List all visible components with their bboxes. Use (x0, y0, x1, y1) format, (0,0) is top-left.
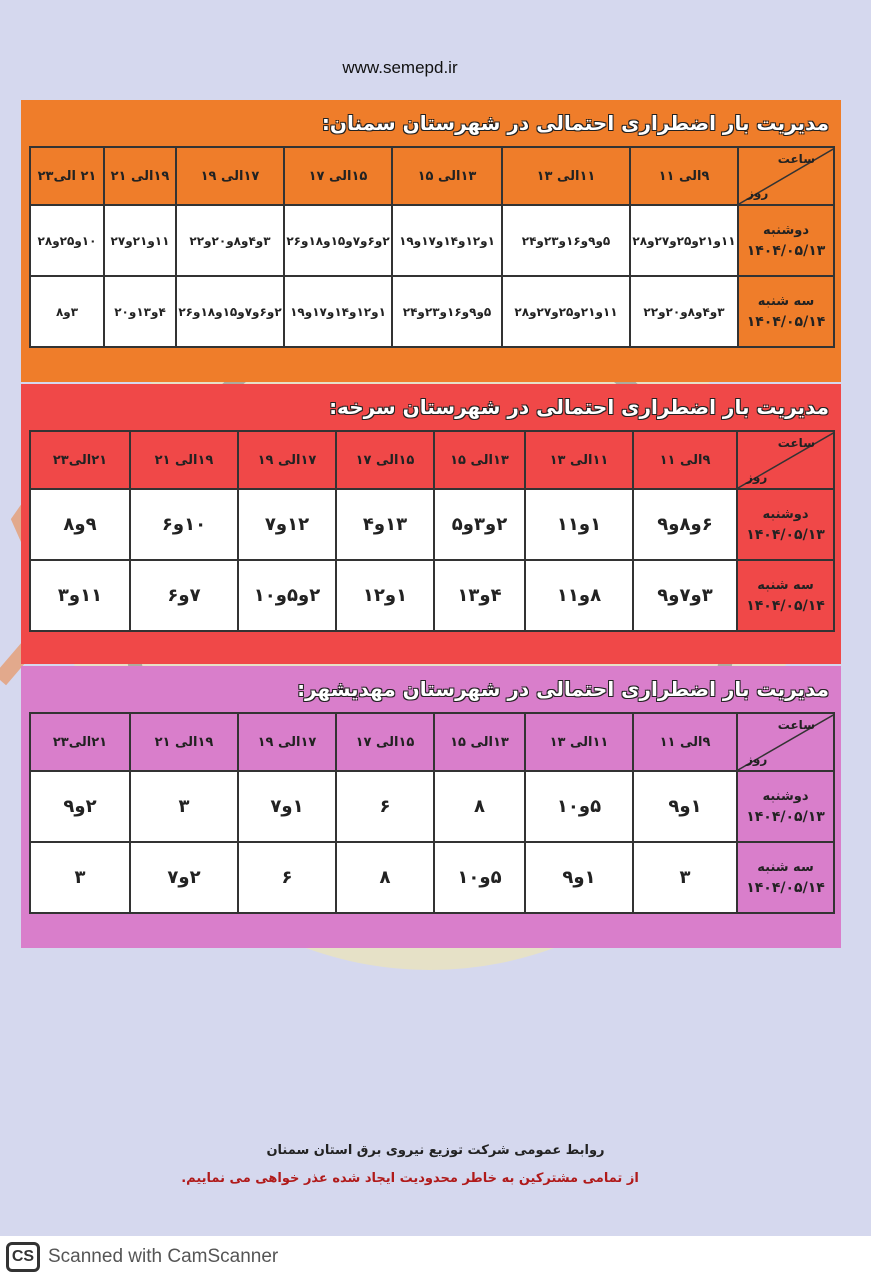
camscanner-logo-icon: CS (6, 1242, 40, 1272)
corner-day-label: روز (746, 470, 768, 484)
schedule-table (29, 712, 835, 914)
day-name: دوشنبه (762, 506, 809, 522)
feeder-cell: ۴و۱۳و۲۰ (104, 276, 176, 347)
feeder-cell: ۵و۹و۱۶و۲۳و۲۴ (502, 205, 630, 276)
schedule-table (29, 430, 835, 632)
feeder-cell: ۳ (30, 842, 130, 913)
header-row (30, 713, 834, 771)
hour-header: ۱۳الی ۱۵ (392, 147, 502, 205)
feeder-cell: ۷و۶ (130, 560, 238, 631)
feeder-cell: ۱۱و۳ (30, 560, 130, 631)
feeder-cell: ۸و۱۱ (525, 560, 633, 631)
day-cell (738, 276, 834, 347)
sorkheh-panel (21, 384, 841, 664)
table-row (30, 771, 834, 842)
hour-header: ۱۳الی ۱۵ (434, 713, 525, 771)
table-row (30, 560, 834, 631)
feeder-cell: ۵و۹و۱۶و۲۳و۲۴ (392, 276, 502, 347)
feeder-cell: ۳ (130, 771, 238, 842)
feeder-cell: ۲و۷ (130, 842, 238, 913)
feeder-cell: ۶ (336, 771, 434, 842)
schedule-table (29, 146, 835, 348)
hour-header: ۹الی ۱۱ (633, 713, 737, 771)
feeder-cell: ۱و۷ (238, 771, 336, 842)
hour-header: ۱۱الی ۱۳ (502, 147, 630, 205)
corner-day-label: روز (746, 752, 768, 766)
hour-header: ۱۵الی ۱۷ (336, 431, 434, 489)
feeder-cell: ۱و۱۲ (336, 560, 434, 631)
footer-apology: از تمامی مشترکین به خاطر محدودیت ایجاد شده عذر خواهی می نماییم. (181, 1171, 639, 1186)
day-date: ۱۴۰۴/۰۵/۱۳ (746, 526, 825, 543)
day-date: ۱۴۰۴/۰۵/۱۴ (746, 597, 825, 614)
feeder-cell: ۱و۱۲و۱۴و۱۷و۱۹ (284, 276, 392, 347)
day-name: دوشنبه (762, 788, 809, 804)
hour-header: ۱۱الی ۱۳ (525, 713, 633, 771)
day-name: سه شنبه (757, 577, 814, 593)
feeder-cell: ۶و۸و۹ (633, 489, 737, 560)
hour-header: ۲۱الی۲۳ (30, 713, 130, 771)
feeder-cell: ۱۰و۲۵و۲۸ (30, 205, 104, 276)
corner-cell (738, 147, 834, 205)
website-url: www.semepd.ir (342, 58, 458, 77)
feeder-cell: ۱و۱۱ (525, 489, 633, 560)
feeder-cell: ۱و۹ (525, 842, 633, 913)
hour-header: ۱۹الی ۲۱ (130, 431, 238, 489)
corner-cell (737, 713, 834, 771)
footer-publisher: روابط عمومی شرکت توزیع نیروی برق استان سمنان (266, 1143, 605, 1158)
feeder-cell: ۴و۱۳ (434, 560, 525, 631)
day-cell (737, 771, 834, 842)
day-cell (737, 489, 834, 560)
table-row (30, 205, 834, 276)
feeder-cell: ۶ (238, 842, 336, 913)
feeder-cell: ۳و۴و۸و۲۰و۲۲ (176, 205, 284, 276)
day-name: سه شنبه (757, 293, 815, 309)
day-date: ۱۴۰۴/۰۵/۱۴ (746, 879, 825, 896)
feeder-cell: ۲و۶و۷و۱۵و۱۸و۲۶ (284, 205, 392, 276)
corner-day-label: روز (747, 186, 769, 200)
hour-header: ۱۹الی ۲۱ (130, 713, 238, 771)
day-date: ۱۴۰۴/۰۵/۱۳ (746, 242, 826, 259)
feeder-cell: ۱و۱۲و۱۴و۱۷و۱۹ (392, 205, 502, 276)
hour-header: ۹الی ۱۱ (630, 147, 738, 205)
hour-header: ۱۷الی ۱۹ (238, 713, 336, 771)
hour-header: ۹الی ۱۱ (633, 431, 737, 489)
hour-header: ۱۷الی ۱۹ (238, 431, 336, 489)
feeder-cell: ۹و۸ (30, 489, 130, 560)
day-name: دوشنبه (762, 222, 810, 238)
day-cell (738, 205, 834, 276)
feeder-cell: ۱۱و۲۱و۲۷ (104, 205, 176, 276)
header-row (30, 147, 834, 205)
hour-header: ۱۹الی ۲۱ (104, 147, 176, 205)
feeder-cell: ۳و۷و۹ (633, 560, 737, 631)
feeder-cell: ۵و۱۰ (434, 842, 525, 913)
hour-header: ۱۵الی ۱۷ (336, 713, 434, 771)
feeder-cell: ۱۰و۶ (130, 489, 238, 560)
corner-hour-label: ساعت (777, 718, 815, 732)
feeder-cell: ۳و۴و۸و۲۰و۲۲ (630, 276, 738, 347)
feeder-cell: ۲و۳و۵ (434, 489, 525, 560)
table-row (30, 489, 834, 560)
hour-header: ۲۱ الی۲۳ (30, 147, 104, 205)
corner-hour-label: ساعت (777, 152, 815, 166)
semnan-panel (21, 100, 841, 382)
table-row (30, 276, 834, 347)
feeder-cell: ۱۱و۲۱و۲۵و۲۷و۲۸ (630, 205, 738, 276)
panel-title: مدیریت بار اضطراری احتمالی در شهرستان سرخه: (329, 395, 829, 419)
feeder-cell: ۲و۶و۷و۱۵و۱۸و۲۶ (176, 276, 284, 347)
hour-header: ۱۱الی ۱۳ (525, 431, 633, 489)
hour-header: ۱۳الی ۱۵ (434, 431, 525, 489)
feeder-cell: ۲و۵و۱۰ (238, 560, 336, 631)
feeder-cell: ۱۲و۷ (238, 489, 336, 560)
hour-header: ۲۱الی۲۳ (30, 431, 130, 489)
table-row (30, 842, 834, 913)
feeder-cell: ۱و۹ (633, 771, 737, 842)
day-cell (737, 560, 834, 631)
corner-hour-label: ساعت (777, 436, 815, 450)
hour-header: ۱۵الی ۱۷ (284, 147, 392, 205)
scanner-bar (0, 1236, 871, 1280)
corner-cell (737, 431, 834, 489)
hour-header: ۱۷الی ۱۹ (176, 147, 284, 205)
feeder-cell: ۸ (434, 771, 525, 842)
mahdishahr-panel (21, 666, 841, 948)
day-date: ۱۴۰۴/۰۵/۱۳ (746, 808, 825, 825)
day-date: ۱۴۰۴/۰۵/۱۴ (746, 313, 826, 330)
header-row (30, 431, 834, 489)
scanner-caption: Scanned with CamScanner (48, 1246, 279, 1267)
feeder-cell: ۵و۱۰ (525, 771, 633, 842)
feeder-cell: ۱۱و۲۱و۲۵و۲۷و۲۸ (502, 276, 630, 347)
feeder-cell: ۱۳و۴ (336, 489, 434, 560)
feeder-cell: ۲و۹ (30, 771, 130, 842)
feeder-cell: ۳و۸ (30, 276, 104, 347)
day-cell (737, 842, 834, 913)
feeder-cell: ۸ (336, 842, 434, 913)
day-name: سه شنبه (757, 859, 814, 875)
panel-title: مدیریت بار اضطراری احتمالی در شهرستان مهدیشهر: (297, 677, 829, 701)
feeder-cell: ۳ (633, 842, 737, 913)
panel-title: مدیریت بار اضطراری احتمالی در شهرستان سمنان: (321, 111, 829, 135)
